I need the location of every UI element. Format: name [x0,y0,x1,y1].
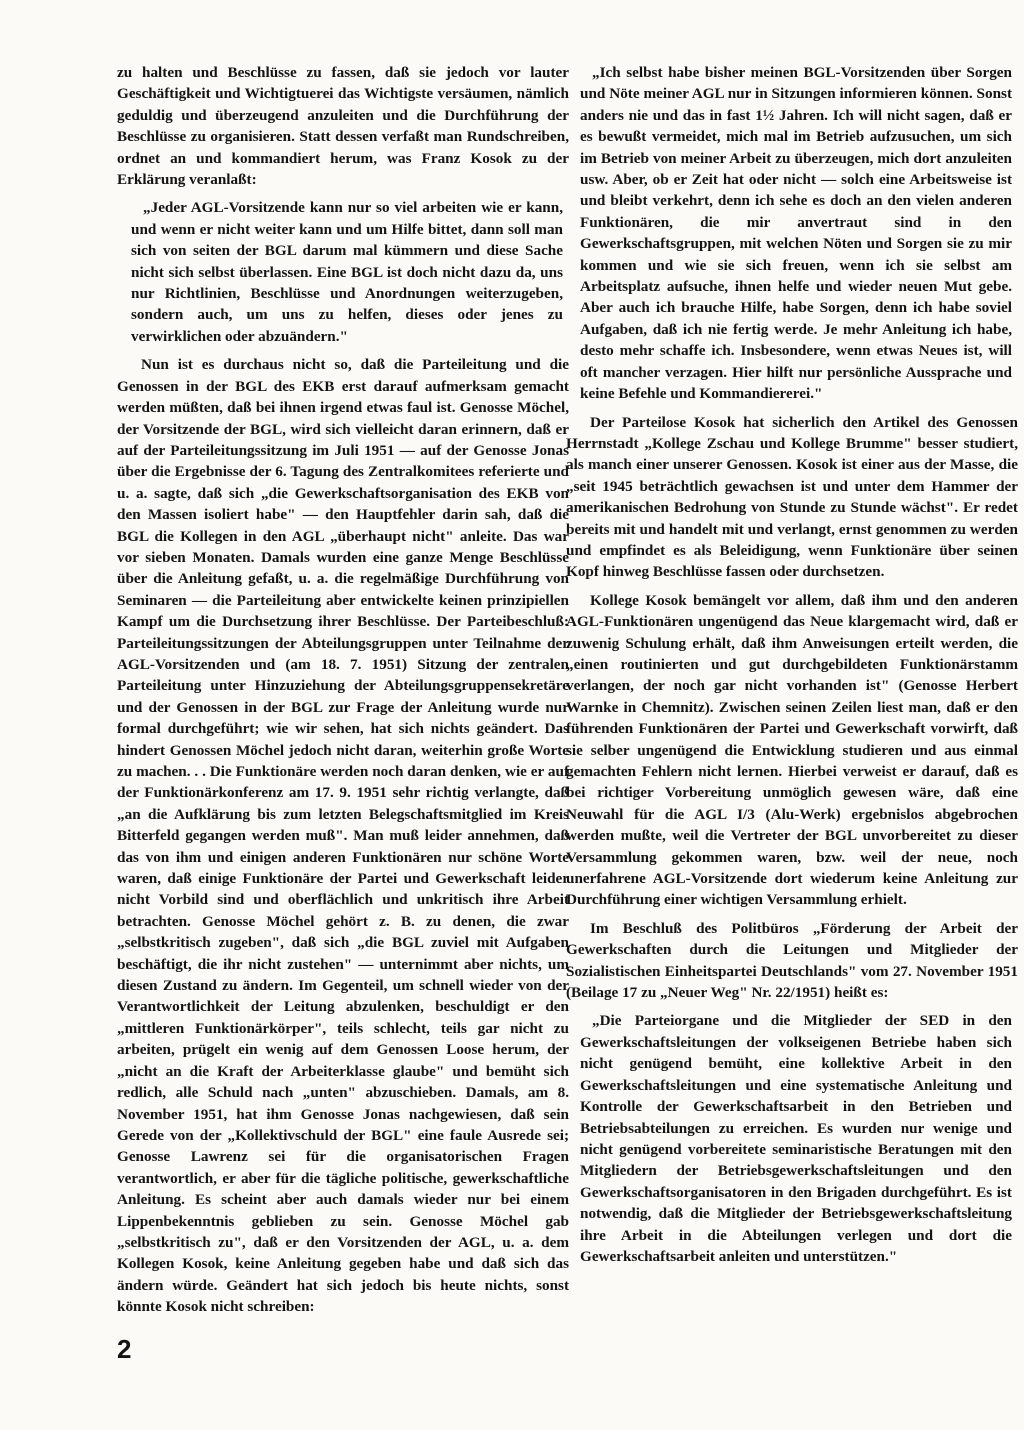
left-column [117,62,569,1325]
right-column [566,62,1018,1274]
paragraph-politbuero: Im Beschluß des Politbüros „Förderung der Arbeit der Gewerkschaften durch die Leitungen und Mitglieder der Sozialistischen Einheitspartei Deutschlands" vom 27. November 1951 (Beilage 17 zu „Neuer Weg" Nr. 22/1951) heißt es: [566,919,1018,1002]
paragraph-moechel: Nun ist es durchaus nicht so, daß die Parteileitung und die Genossen in der BGL des EKB erst darauf aufmerksam gemacht werden müßten, daß bei ihnen irgend etwas faul ist. Genosse Möchel, der Vorsitzende der BGL, wird sich vielleicht daran erinnern, daß er auf der Parteileitungssitzung im Juli 1951 — auf der Genosse Jonas über die Ergebnisse der 6. Tagung des Zentralkomitees referierte und u. a. sagte, daß sich „die Gewerkschaftsorganisation des EKB von den Massen isoliert habe" — den Hauptfehler darin sah, daß die BGL die Kollegen in den AGL „überhaupt nicht" anleite. Das war vor sieben Monaten. Damals wurden eine ganze Menge Beschlüsse über die Anleitung gefaßt, u. a. die regelmäßige Durchführung von Seminaren — die Parteileitung aber entwickelte keinen prinzipiellen Kampf um die Durchsetzung ihrer Beschlüsse. Der Parteibeschluß: Parteileitungssitzungen der Abteilungsgruppen unter Teilnahme der AGL-Vorsitzenden und (am 18. 7. 1951) Sitzung der zentralen Parteileitung unter Hinzuziehung der Abteilungsgruppensekretäre und der Genossen in der BGL zur Frage der Anleitung wurde nur formal durchgeführt; wie wir sehen, hat sich nichts geändert. Das hindert Genossen Möchel jedoch nicht daran, weiterhin große Worte zu machen. . . Die Funktionäre werden noch daran denken, wie er auf der Funktionärkonferenz am 17. 9. 1951 sehr richtig verlangte, daß „an die Aufklärung bis zum letzten Belegschaftsmitglied im Kreis Bitterfeld gegangen werden muß". Man muß leider annehmen, daß das von ihm und einigen anderen Funktionären nur schöne Worte waren, daß einige Funktionäre der Partei und Gewerkschaft leider nicht Vorbild sind und oberflächlich und unkritisch ihre Arbeit betrachten. Genosse Möchel gehört z. B. zu denen, die zwar „selbstkritisch zugeben", daß sich „die BGL zuviel mit Aufgaben beschäftigt, die ihr nicht zustehen" — unternimmt aber nichts, um diesen Zustand zu ändern. Im Gegenteil, um schnell wieder von der Verantwortlichkeit der Leitung abzulenken, beschuldigt er den „mittleren Funktionärkörper", teils schlecht, teils gar nicht zu arbeiten, prügelt ein wenig auf dem Genossen Loose herum, der „nicht an die Kraft der Arbeiterklasse glaube" und bemüht sich redlich, alle Schuld nach „unten" abzuschieben. Damals, am 8. November 1951, hat ihm Genosse Jonas nachgewiesen, daß sein Gerede von der „Kollektivschuld der BGL" eine faule Ausrede sei; Genosse Lawrenz sei für die organisatorischen Fragen verantwortlich, er aber für die tägliche politische, gewerkschaftliche Anleitung. Es scheint aber auch damals wieder nur bei einem Lippenbekenntnis geblieben zu sein. Genosse Möchel gab „selbstkritisch zu", daß er den Vorsitzenden der AGL, u. a. dem Kollegen Kosok, keine Anleitung gegeben habe und daß sich das ändern würde. Geändert hat sich jedoch bis heute nichts, sonst könnte Kosok nicht schreiben: [117,356,569,1316]
paragraph-kosok-bemaengelt: Kollege Kosok bemängelt vor allem, daß ihm und den anderen AGL-Funktionären ungenügend das Neue klargemacht wird, daß er zuwenig Schulung erhält, daß ihm Anweisungen erteilt werden, die „einen routinierten und gut durchgebildeten Funktionärstamm verlangen, der noch gar nicht vorhanden ist" (Genosse Herbert Warnke in Chemnitz). Zwischen seinen Zeilen liest man, daß er den führenden Funktionären der Partei und Gewerkschaft vorwirft, daß sie selber ungenügend die Entwicklung studieren und aus einmal gemachten Fehlern nicht lernen. Hierbei verweist er darauf, daß es bei richtiger Vorbereitung unmöglich gewesen wäre, daß eine Neuwahl für die AGL I/3 (Alu-Werk) ergebnislos abgebrochen werden mußte, weil die Vertreter der BGL unvorbereitet zu dieser Versammlung gekommen waren, bzw. weil der neue, noch unerfahrene AGL-Vorsitzende dort wiederum keine Anleitung zur Durchführung einer wichtigen Versammlung erhielt. [566,591,1018,909]
politbuero-quote: „Die Parteiorgane und die Mitglieder der SED in den Gewerkschaftsleitungen der volkseigenen Betriebe haben sich nicht genügend bemüht, eine kollektive Arbeit in den Gewerkschaftsleitungen und eine systematische Anleitung und Kontrolle der Gewerkschaftsarbeit in den Betrieben und Betriebsabteilungen zu erreichen. Es wurden nur wenige und nicht genügend vorbereitete seminaristische Beratungen mit den Mitgliedern der Betriebsgewerkschaftsleitungen und den Gewerkschaftsorganisatoren in den Brigaden durchgeführt. Es ist notwendig, daß die Mitglieder der Betriebsgewerkschaftsleitung ihre Arbeit in die Abteilungen verlegen und dort die Gewerkschaftsarbeit anleiten und unterstützen." [580,1012,1012,1265]
page-number: 2 [117,1334,132,1364]
paragraph-continuation: zu halten und Beschlüsse zu fassen, daß sie jedoch vor lauter Geschäftigkeit und Wichtigtuerei das Wichtigste versäumen, nämlich geduldig und überzeugend anzuleiten und die Durchführung der Beschlüsse zu organisieren. Statt dessen verfaßt man Rundschreiben, ordnet an und kommandiert herum, was Franz Kosok zu der Erklärung veranlaßt: [117,64,569,189]
kosok-quote-2: „Ich selbst habe bisher meinen BGL-Vorsitzenden über Sorgen und Nöte meiner AGL nur in Sitzungen informieren können. Sonst anders nie und das in fast 1½ Jahren. Ich will nicht sagen, daß er es bewußt vermeidet, mich mal im Betrieb aufzusuchen, um sich im Betrieb von meiner Arbeit zu überzeugen, mich dort anzuleiten usw. Aber, ob er Zeit hat oder nicht — solch eine Arbeitsweise ist und bleibt verkehrt, denn ich sehe es doch an den vielen anderen Funktionären, die mir anvertraut sind in den Gewerkschaftsgruppen, mit welchen Nöten und Sorgen sie zu mir kommen und wie sie sich freuen, wenn ich sie selbst am Arbeitsplatz aufsuche, ihnen helfe und wieder neuen Mut gebe. Aber auch ich brauche Hilfe, habe Sorgen, denn ich habe soviel Aufgaben, daß ich nie fertig werde. Je mehr Anleitung ich habe, desto mehr schaffe ich. Insbesondere, wenn etwas Neues ist, will oft mancher verzagen. Hier hilft nur persönliche Aussprache und keine Befehle und Kommandiererei." [580,64,1012,403]
kosok-quote-1: „Jeder AGL-Vorsitzende kann nur so viel arbeiten wie er kann, und wenn er nicht weiter kann und um Hilfe bittet, dann soll man sich von seiten der BGL darum mal kümmern und diese Sache nicht sich selbst überlassen. Eine BGL ist doch nicht dazu da, uns nur Richtlinien, Beschlüsse und Anordnungen weiterzugeben, sondern auch, um uns zu helfen, dieses oder jenes zu verwirklichen oder abzuändern." [131,199,563,345]
paragraph-parteilose: Der Parteilose Kosok hat sicherlich den Artikel des Genossen Herrnstadt „Kollege Zschau und Kollege Brumme" besser studiert, als manch einer unserer Genossen. Kosok ist einer aus der Masse, die „seit 1945 beträchtlich gewachsen ist und unter dem Hammer der amerikanischen Bedrohung von Stunde zu Stunde wächst". Er redet bereits mit und handelt mit und verlangt, ernst genommen zu werden und empfindet es als Beleidigung, wenn Funktionäre über seinen Kopf hinweg Beschlüsse fassen oder durchsetzen. [566,413,1018,581]
